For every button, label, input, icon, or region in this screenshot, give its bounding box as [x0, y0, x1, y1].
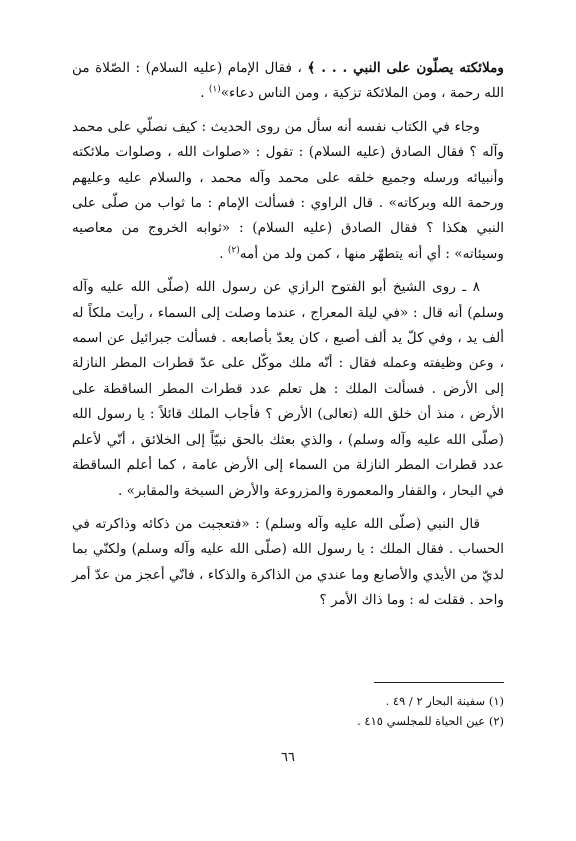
- footnote-ref-2[interactable]: (٢): [227, 245, 240, 256]
- paragraph-1-text: ، فقال الإمام (عليه السلام) : الصّلاة من الله رحمة ، ومن الملائكة تزكية ، ومن الناس دعاء»: [72, 60, 504, 102]
- footnotes-section: [72, 682, 504, 731]
- footnote-ref-1[interactable]: (١): [208, 84, 221, 95]
- footnote-divider: [374, 682, 504, 683]
- quran-verse-ending: وملائكته يصلّون على النبي . . . ﴾: [307, 60, 504, 76]
- page-body: [72, 56, 504, 614]
- paragraph-4: [72, 512, 504, 614]
- paragraph-3: [72, 275, 504, 504]
- paragraph-2: [72, 115, 504, 267]
- footnote-2: (٢) عين الحياة للمجلسي ٤١٥ .: [357, 714, 504, 728]
- paragraph-2-tail: .: [219, 245, 228, 262]
- page-number: ٦٦: [281, 750, 295, 765]
- footnote-1: (١) سفينة البحار ٢ / ٤٩ .: [385, 694, 504, 708]
- paragraph-1-tail: .: [200, 85, 209, 102]
- paragraph-4-text: قال النبي (صلّى الله عليه وآله وسلم) : «فتعجبت من ذكائه وذاكرته في الحساب . فقال الملك : يا رسول الله (صلّى الله عليه وآله وسلم) ولكنّي بما لديّ من الأيدي والأصابع وما عندي من الذاكرة والذكاء ، فانّي أعجز من عدّ أمر واحد . فقلت له : وما ذاك الأمر ؟: [72, 515, 504, 609]
- paragraph-2-text: وجاء في الكتاب نفسه أنه سأل من روى الحديث : كيف نصلّي على محمد وآله ؟ فقال الصادق (عليه السلام) : تقول : «صلوات الله ، وصلوات ملائكته وأنبيائه ورسله وجميع خلقه على محمد وآله محمد ، والسلام عليه وعليهم ورحمة الله وبركاته» . قال الراوي : فسألت الإمام : ما ثواب من صلّى على النبي هكذا ؟ فقال الصادق (عليه السلام) : «ثوابه الخروج من معاصيه وسيئاته» : أي أنه يتطهّر منها ، كمن ولد من أمه: [72, 118, 504, 262]
- paragraph-3-text: ٨ ـ روى الشيخ أبو الفتوح الرازي عن رسول الله (صلّى الله عليه وآله وسلم) أنه قال : «في ليلة المعراج ، عندما وصلت إلى السماء ، رأيت ملكاً له ألف يد ، وفي كلّ يد ألف أصبع ، كان يعدّ بأصابعه . فسألت جبرائيل عن اسمه ، وعن وظيفته وعمله فقال : أنّه ملك موكّل على عدّ قطرات المطر النازلة إلى الأرض . فسألت الملك : هل تعلم عدد قطرات المطر الساقطة على الأرض ، منذ أن خلق الله (تعالى) الأرض ؟ فأجاب الملك قائلاً : يا رسول الله (صلّى الله عليه وآله وسلم) ، والذي بعثك بالحق نبيّاً إلى الخلائق ، أنّي لأعلم عدد قطرات المطر النازلة من السماء إلى الأرض عامة ، كما أعلم الساقطة في البحار ، والقفار والمعمورة والمزروعة والأرض السبخة والمقابر» .: [72, 279, 504, 499]
- paragraph-1: [72, 56, 504, 107]
